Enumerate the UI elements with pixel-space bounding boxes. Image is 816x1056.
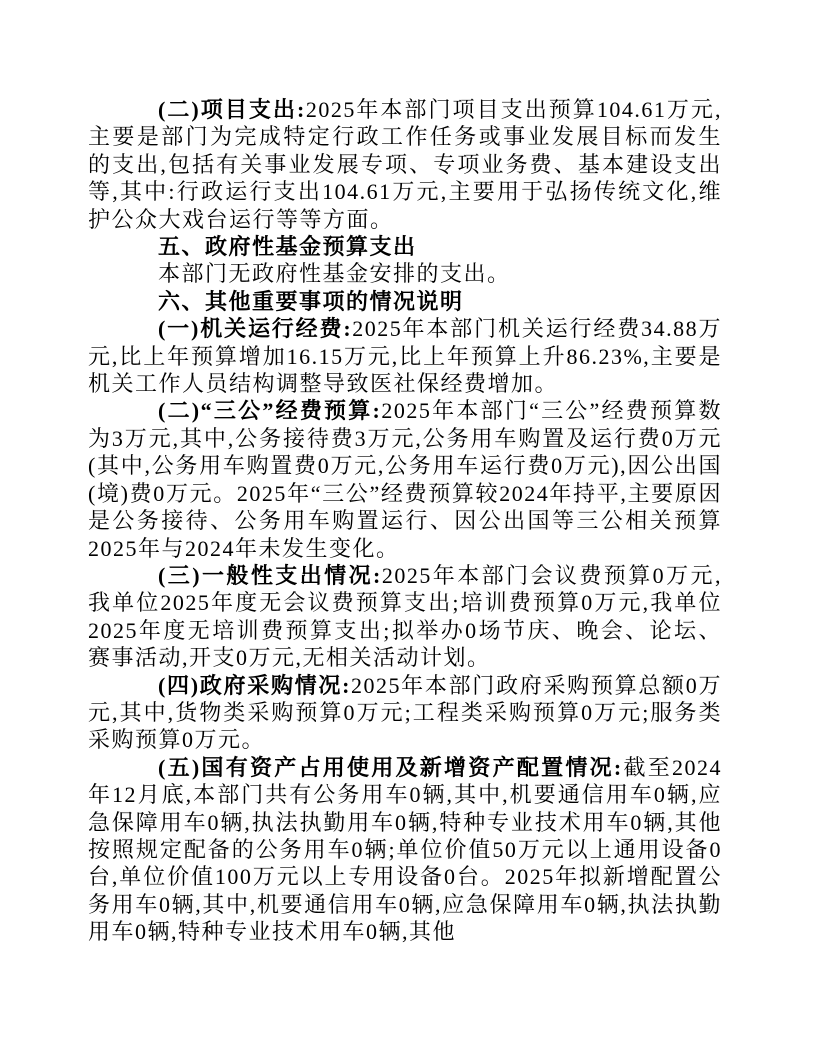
heading-gov-fund-budget: [88, 233, 722, 260]
para-state-assets-text: 截至2024年12月底,本部门共有公务用车0辆,其中,机要通信用车0辆,应急保障用车0辆,执法执勤用车0辆,特种专业技术用车0辆,其他按照规定配备的公务用车0辆;单位价值50万元以上通用设备0台,单位价值100万元以上专用设备0台。2025年拟新增配置公务用车0辆,其中,机要通信用车0辆,应急保障用车0辆,执法执勤用车0辆,特种专业技术用车0辆,其他: [88, 754, 722, 945]
para-state-assets-lead: (五)国有资产占用使用及新增资产配置情况:: [158, 754, 623, 780]
heading-other-important-matters-label: 六、其他重要事项的情况说明: [158, 288, 464, 314]
para-project-expenditure-lead: (二)项目支出:: [158, 97, 306, 122]
para-gov-procurement-lead: (四)政府采购情况:: [158, 672, 351, 698]
para-three-public-expenses-text: 2025年本部门“三公”经费预算数为3万元,其中,公务接待费3万元,公务用车购置及运行费0万元(其中,公务用车购置费0万元,公务用车运行费0万元),因公出国(境)费0万元。2025年“三公”经费预算较2024年持平,主要原因是公务接待、公务用车购置运行、因公出国等三公相关预算2025年与2024年未发生变化。: [88, 398, 723, 561]
para-operating-expenses-text: 2025年本部门机关运行经费34.88万元,比上年预算增加16.15万元,比上年预算上升86.23%,主要是机关工作人员结构调整导致医社保经费增加。: [88, 316, 722, 397]
para-three-public-expenses: [88, 397, 722, 561]
para-operating-expenses: [88, 315, 722, 397]
para-project-expenditure-text: 2025年本部门项目支出预算104.61万元,主要是部门为完成特定行政工作任务或事业发展目标而发生的支出,包括有关事业发展专项、专项业务费、基本建设支出等,其中:行政运行支出104.61万元,主要用于弘扬传统文化,维护公众大戏台运行等等方面。: [88, 97, 722, 232]
heading-other-important-matters: [88, 288, 722, 315]
para-general-expenditure-text: 2025年本部门会议费预算0万元,我单位2025年度无会议费预算支出;培训费预算0万元,我单位2025年度无培训费预算支出;拟举办0场节庆、晚会、论坛、赛事活动,开支0万元,无相关活动计划。: [88, 562, 722, 671]
para-operating-expenses-lead: (一)机关运行经费:: [158, 316, 353, 342]
para-state-assets: [88, 754, 722, 946]
para-gov-fund-note: [88, 260, 722, 287]
para-gov-procurement: [88, 672, 722, 754]
para-project-expenditure: [88, 96, 722, 233]
para-general-expenditure: [88, 562, 722, 672]
para-three-public-expenses-lead: (二)“三公”经费预算:: [158, 398, 382, 424]
heading-gov-fund-budget-label: 五、政府性基金预算支出: [158, 234, 417, 260]
document-body: [88, 96, 722, 946]
para-gov-procurement-text: 2025年本部门政府采购预算总额0万元,其中,货物类采购预算0万元;工程类采购预算0万元;服务类采购预算0万元。: [88, 672, 722, 753]
para-gov-fund-note-text: 本部门无政府性基金安排的支出。: [158, 261, 511, 287]
para-general-expenditure-lead: (三)一般性支出情况:: [158, 562, 382, 588]
